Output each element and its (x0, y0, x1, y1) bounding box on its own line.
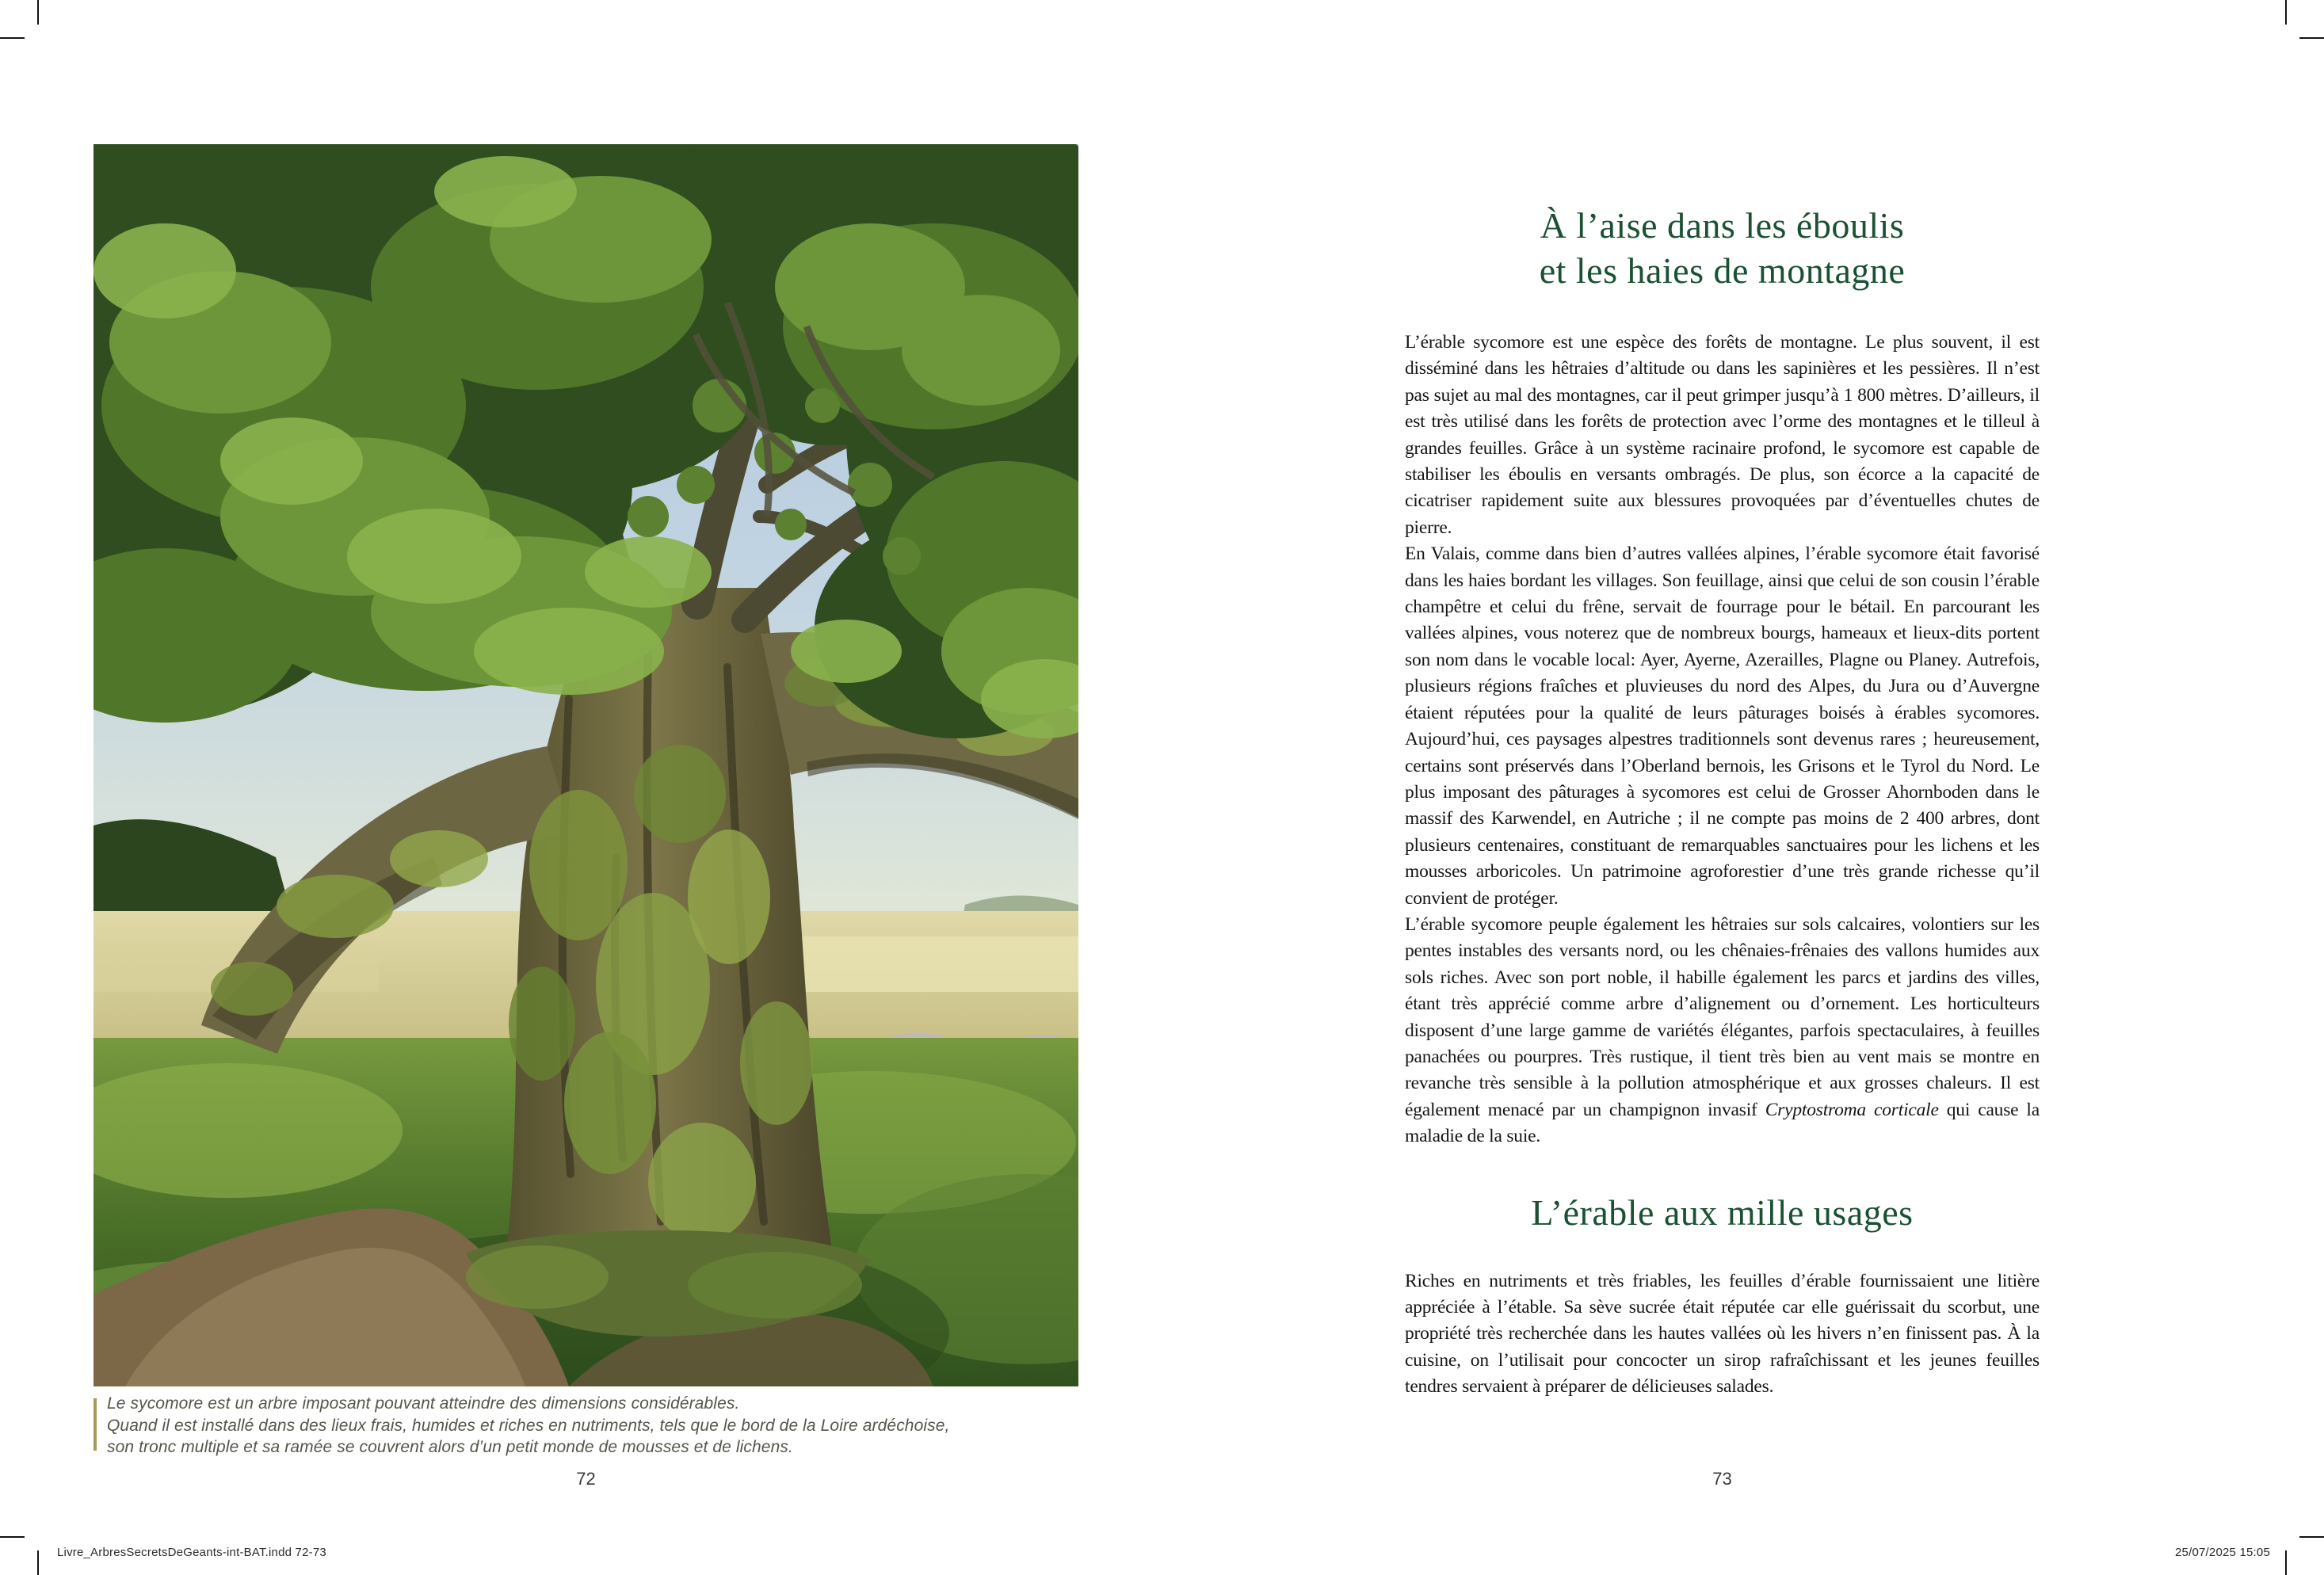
heading-line: À l’aise dans les éboulis (1540, 205, 1905, 246)
crop-mark (2299, 1536, 2324, 1538)
crop-mark (0, 37, 25, 39)
crop-mark (2285, 1550, 2287, 1575)
crop-mark (2299, 37, 2324, 39)
caption-line: Le sycomore est un arbre imposant pouvant atteindre des dimensions considérables. (107, 1394, 740, 1413)
caption-line: son tronc multiple et sa ramée se couvrent alors d’un petit monde de mousses et de lichens. (107, 1438, 793, 1456)
body-paragraph-2: En Valais, comme dans bien d’autres vallées alpines, l’érable sycomore était favorisé dans les haies bordant les villages. Son feuillage, ainsi que celui de son cousin l’érable champêtre et celui du frêne, servait de fourrage pour le bétail. En parcourant les vallées alpines, vous noterez que de nombreux bourgs, hameaux et lieux-dits portent son nom dans le vocable local: Ayer, Ayerne, Azerailles, Plagne ou Planey. Autrefois, plusieurs régions fraîches et pluvieuses du nord des Alpes, du Jura ou d’Auvergne étaient réputées pour la qualité de leurs pâturages boisés à érables sycomores. Aujourd’hui, ces paysages alpestres traditionnels sont devenus rares ; heureusement, certains sont préservés dans l’Oberland bernois, les Grisons et le Tyrol du Nord. Le plus imposant des pâturages à sycomores est celui de Grosser Ahornboden dans le massif des Karwendel, en Autriche ; il ne compte pas moins de 2 400 arbres, dont plusieurs centenaires, constituant de remarquables sanctuaires pour les lichens et les mousses arboricoles. Un patrimoine agroforestier d’une très grande richesse qu’il convient de protéger. (1405, 543, 2040, 909)
print-slug-datetime: 25/07/2025 15:05 (2175, 1546, 2270, 1559)
section-heading-usages: L’érable aux mille usages (1531, 1192, 1914, 1233)
species-name-italic: Cryptostroma corticale (1765, 1099, 1939, 1120)
crop-mark (37, 1550, 39, 1575)
section-heading-montagne (1405, 203, 2040, 293)
body-paragraph-4: Riches en nutriments et très friables, les feuilles d’érable fournissaient une litière appréciée à l’étable. Sa sève sucrée était réputée car elle guérissait du scorbut, une propriété très recherchée dans les hautes vallées où les hivers n’en finissent pas. À la cuisine, on l’utilisait pour concocter un sirop rafraîchissant et les jeunes feuilles tendres servaient à préparer de délicieuses salades. (1405, 1270, 2040, 1398)
heading-line: et les haies de montagne (1539, 250, 1906, 291)
page-number-right: 73 (1712, 1469, 1732, 1489)
crop-mark (37, 0, 39, 25)
paragraph-text: qui cause la maladie de la suie. (1405, 1099, 2040, 1147)
caption-line: Quand il est installé dans des lieux frais, humides et riches en nutriments, tels que le bord de la Loire ardéchoise, (107, 1416, 950, 1435)
page-number-left: 72 (576, 1469, 596, 1489)
body-paragraph-1: L’érable sycomore est une espèce des forêts de montagne. Le plus souvent, il est disséminé dans les hêtraies d’altitude ou dans les sapinières et les pessières. Il n’est pas sujet au mal des montagnes, car il peut grimper jusqu’à 1 800 mètres. D’ailleurs, il est très utilisé dans les forêts de protection avec l’orme des montagnes et le tilleul à grandes feuilles. Grâce à un système racinaire profond, le sycomore est capable de stabiliser les éboulis en versants ombragés. De plus, son écorce a la capacité de cicatriser rapidement suite aux blessures provoquées par d’éventuelles chutes de pierre. (1405, 332, 2040, 538)
caption-accent-bar (93, 1398, 97, 1451)
tree-photo (93, 144, 1078, 1386)
text-column (1405, 203, 2040, 1401)
crop-mark (2285, 0, 2287, 25)
sycamore-tree-illustration (93, 144, 1078, 1386)
photo-caption (107, 1393, 1042, 1459)
paragraph-text: L’érable sycomore peuple également les hêtraies sur sols calcaires, volontiers sur les pentes instables des versants nord, ou les chênaies-frênaies des vallons humides aux sols riches. Avec son port noble, il habille également les parcs et jardins des villes, étant très apprécié comme arbre d’alignement ou d’ornement. Les horticulteurs disposent d’une large gamme de variétés élégantes, parfois spectaculaires, à feuilles panachées ou pourpres. Très rustique, il tient très bien au vent mais se montre en revanche très sensible à la pollution atmosphérique et aux grosses chaleurs. Il est également menacé par un champignon invasif (1405, 913, 2040, 1120)
print-slug-filename: Livre_ArbresSecretsDeGeants-int-BAT.indd 72-73 (57, 1546, 326, 1559)
crop-mark (0, 1536, 25, 1538)
body-paragraph-3 (1405, 912, 2040, 1150)
